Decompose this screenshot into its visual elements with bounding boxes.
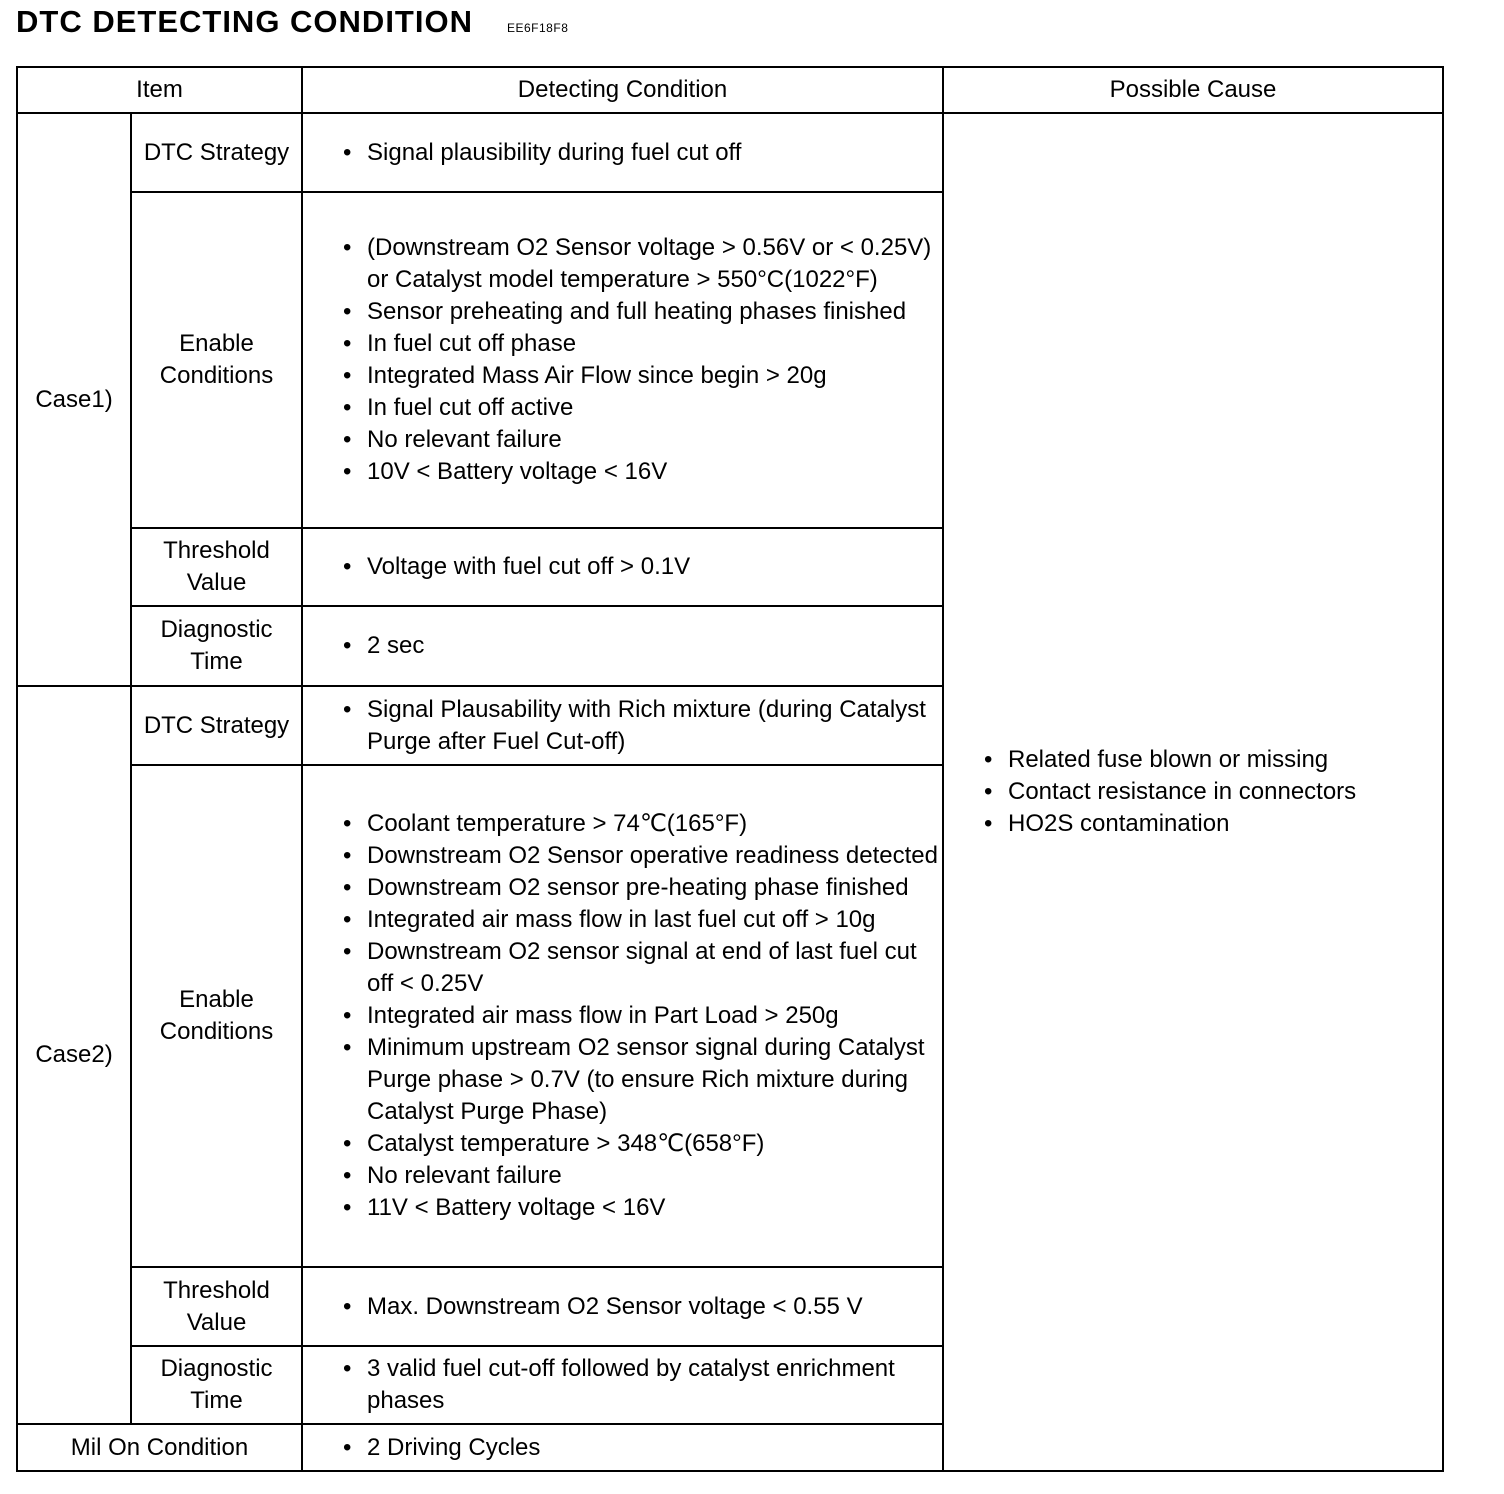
- condition-list: [303, 1291, 942, 1323]
- item-label: Threshold Value: [131, 1267, 302, 1346]
- list-item: • Related fuse blown or missing: [984, 744, 1442, 776]
- document-code: EE6F18F8: [507, 21, 569, 35]
- page-header: [16, 4, 568, 44]
- header-row: [17, 67, 1443, 113]
- condition-list: [303, 232, 942, 488]
- case1-label: Case1): [17, 113, 131, 686]
- condition-cell: [302, 606, 943, 686]
- condition-cell: [302, 1424, 943, 1471]
- list-item: • Integrated air mass flow in Part Load > 250g: [343, 1000, 942, 1032]
- condition-cell: [302, 765, 943, 1267]
- condition-list: [303, 1353, 942, 1417]
- item-label: DTC Strategy: [131, 113, 302, 192]
- list-item: • Catalyst temperature > 348℃(658°F): [343, 1128, 942, 1160]
- possible-cause-list: [944, 744, 1442, 840]
- item-label: Diagnostic Time: [131, 606, 302, 686]
- condition-list: [303, 551, 942, 583]
- list-item: • No relevant failure: [343, 1160, 942, 1192]
- item-label: Diagnostic Time: [131, 1346, 302, 1424]
- case2-label: Case2): [17, 686, 131, 1424]
- list-item: • No relevant failure: [343, 424, 942, 456]
- list-item: • Voltage with fuel cut off > 0.1V: [343, 551, 942, 583]
- list-item: • Downstream O2 Sensor operative readiness detected: [343, 840, 942, 872]
- dtc-table: [16, 66, 1444, 1472]
- condition-cell: [302, 1267, 943, 1346]
- list-item: • Integrated Mass Air Flow since begin > 20g: [343, 360, 942, 392]
- list-item: • 10V < Battery voltage < 16V: [343, 456, 942, 488]
- list-item: • Downstream O2 sensor pre-heating phase finished: [343, 872, 942, 904]
- header-possible-cause: Possible Cause: [943, 67, 1443, 113]
- table-row: [17, 113, 1443, 192]
- condition-cell: [302, 1346, 943, 1424]
- condition-list: [303, 137, 942, 169]
- list-item: • Downstream O2 sensor signal at end of last fuel cut off < 0.25V: [343, 936, 942, 1000]
- list-item: • HO2S contamination: [984, 808, 1442, 840]
- list-item: • Minimum upstream O2 sensor signal during Catalyst Purge phase > 0.7V (to ensure Rich mixture during Catalyst Purge Phase): [343, 1032, 942, 1128]
- list-item: • Integrated air mass flow in last fuel cut off > 10g: [343, 904, 942, 936]
- condition-list: [303, 630, 942, 662]
- item-label: DTC Strategy: [131, 686, 302, 765]
- list-item: • Max. Downstream O2 Sensor voltage < 0.55 V: [343, 1291, 942, 1323]
- condition-cell: [302, 686, 943, 765]
- list-item: • 2 sec: [343, 630, 942, 662]
- list-item: • 3 valid fuel cut-off followed by catalyst enrichment phases: [343, 1353, 942, 1417]
- list-item: • Sensor preheating and full heating phases finished: [343, 296, 942, 328]
- item-label: Enable Conditions: [131, 192, 302, 528]
- condition-cell: [302, 192, 943, 528]
- list-item: • Contact resistance in connectors: [984, 776, 1442, 808]
- list-item: • 2 Driving Cycles: [343, 1432, 942, 1464]
- list-item: • Coolant temperature > 74℃(165°F): [343, 808, 942, 840]
- list-item: • (Downstream O2 Sensor voltage > 0.56V or < 0.25V) or Catalyst model temperature > 550°C(1022°F): [343, 232, 942, 296]
- condition-list: [303, 808, 942, 1224]
- list-item: • Signal plausibility during fuel cut off: [343, 137, 942, 169]
- list-item: • In fuel cut off active: [343, 392, 942, 424]
- page-title: DTC DETECTING CONDITION: [16, 4, 473, 39]
- condition-list: [303, 694, 942, 758]
- list-item: • 11V < Battery voltage < 16V: [343, 1192, 942, 1224]
- item-label: Threshold Value: [131, 528, 302, 606]
- header-item: Item: [17, 67, 302, 113]
- condition-list: [303, 1432, 942, 1464]
- possible-cause-cell: [943, 113, 1443, 1471]
- condition-cell: [302, 113, 943, 192]
- item-label: Enable Conditions: [131, 765, 302, 1267]
- condition-cell: [302, 528, 943, 606]
- list-item: • In fuel cut off phase: [343, 328, 942, 360]
- list-item: • Signal Plausability with Rich mixture (during Catalyst Purge after Fuel Cut-off): [343, 694, 942, 758]
- mil-on-label: Mil On Condition: [17, 1424, 302, 1471]
- header-detecting-condition: Detecting Condition: [302, 67, 943, 113]
